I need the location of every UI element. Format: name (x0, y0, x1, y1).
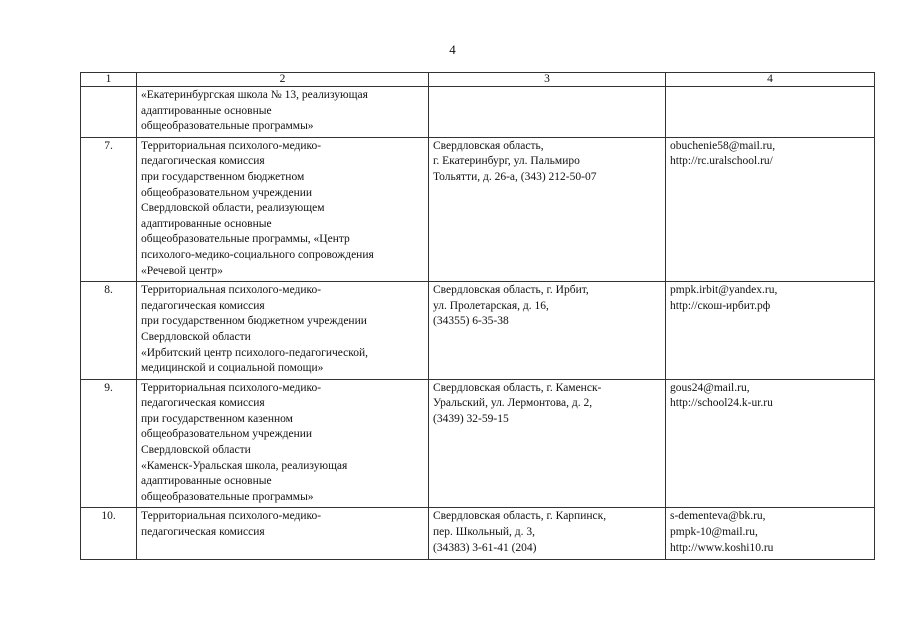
name-line: медицинской и социальной помощи» (141, 362, 324, 375)
name-line: педагогическая комиссия (141, 397, 265, 410)
contacts-cell (666, 87, 875, 138)
column-number: 1 (81, 73, 137, 87)
contact-line: http://www.koshi10.ru (670, 541, 774, 554)
address-cell (429, 137, 666, 281)
address-line: Свердловская область, г. Карпинск, (433, 510, 607, 523)
name-line: общеобразовательном учреждении (141, 186, 313, 199)
name-line: Территориальная психолого-медико- (141, 139, 322, 152)
name-line: общеобразовательном учреждении (141, 428, 313, 441)
name-line: «Речевой центр» (141, 264, 223, 277)
name-line: Территориальная психолого-медико- (141, 381, 322, 394)
page-number: 4 (449, 42, 456, 57)
address-line: Свердловская область, г. Ирбит, (433, 284, 589, 297)
name-line: адаптированные основные (141, 475, 272, 488)
address-line: Уральский, ул. Лермонтова, д. 2, (433, 397, 593, 410)
address-line: ул. Пролетарская, д. 16, (433, 299, 549, 312)
name-line: Свердловской области (141, 444, 251, 457)
name-line: педагогическая комиссия (141, 155, 265, 168)
name-line: общеобразовательные программы» (141, 490, 314, 503)
institution-name-cell (137, 282, 429, 380)
row-number: 7. (81, 137, 137, 281)
row-number: 9. (81, 379, 137, 508)
name-line: общеобразовательные программы» (141, 120, 314, 133)
address-line: (34383) 3-61-41 (204) (433, 541, 537, 554)
address-cell (429, 379, 666, 508)
name-line: психолого-медико-социального сопровождения (141, 248, 374, 261)
table-row (81, 379, 875, 508)
contact-line: http://school24.k-ur.ru (670, 397, 773, 410)
column-number-row (81, 73, 875, 87)
name-line: «Ирбитский центр психолого-педагогической, (141, 346, 369, 359)
name-line: Свердловской области, реализующем (141, 202, 325, 215)
table-row (81, 137, 875, 281)
institution-name-cell (137, 508, 429, 560)
contact-line: gous24@mail.ru, (670, 381, 750, 394)
contacts-cell (666, 137, 875, 281)
name-line: «Екатеринбургская школа № 13, реализующая (141, 89, 368, 101)
contact-line: http://скош-ирбит.рф (670, 299, 771, 312)
address-line: Свердловская область, г. Каменск- (433, 381, 602, 394)
row-number: 8. (81, 282, 137, 380)
address-cell (429, 508, 666, 560)
row-number: 10. (81, 508, 137, 560)
column-number: 2 (137, 73, 429, 87)
row-number (81, 87, 137, 138)
table-row (81, 87, 875, 138)
name-line: Территориальная психолого-медико- (141, 510, 322, 523)
address-cell (429, 282, 666, 380)
institutions-table (80, 72, 875, 560)
table-row (81, 282, 875, 380)
address-line: г. Екатеринбург, ул. Пальмиро (433, 155, 580, 168)
name-line: при государственном казенном (141, 412, 293, 425)
name-line: педагогическая комиссия (141, 526, 265, 539)
address-line: Свердловская область, (433, 139, 544, 152)
contacts-cell (666, 508, 875, 560)
name-line: педагогическая комиссия (141, 299, 265, 312)
contacts-cell (666, 282, 875, 380)
name-line: общеобразовательные программы, «Центр (141, 233, 350, 246)
column-number: 4 (666, 73, 875, 87)
name-line: при государственном бюджетном (141, 170, 305, 183)
contact-line: pmpk-10@mail.ru, (670, 526, 758, 539)
institution-name-cell (137, 379, 429, 508)
name-line: при государственном бюджетном учреждении (141, 315, 367, 328)
name-line: адаптированные основные (141, 104, 272, 117)
table-row (81, 508, 875, 560)
address-line: Тольятти, д. 26-а, (343) 212-50-07 (433, 170, 597, 183)
name-line: адаптированные основные (141, 217, 272, 230)
contact-line: http://rc.uralschool.ru/ (670, 155, 773, 168)
institution-name-cell (137, 87, 429, 138)
name-line: Территориальная психолого-медико- (141, 284, 322, 297)
address-cell (429, 87, 666, 138)
address-line: (3439) 32-59-15 (433, 412, 509, 425)
contact-line: s-dementeva@bk.ru, (670, 510, 766, 523)
name-line: «Каменск-Уральская школа, реализующая (141, 459, 348, 472)
name-line: Свердловской области (141, 330, 251, 343)
institution-name-cell (137, 137, 429, 281)
contact-line: pmpk.irbit@yandex.ru, (670, 284, 778, 297)
column-number: 3 (429, 73, 666, 87)
address-line: пер. Школьный, д. 3, (433, 526, 535, 539)
contact-line: obuchenie58@mail.ru, (670, 139, 776, 152)
contacts-cell (666, 379, 875, 508)
address-line: (34355) 6-35-38 (433, 315, 509, 328)
